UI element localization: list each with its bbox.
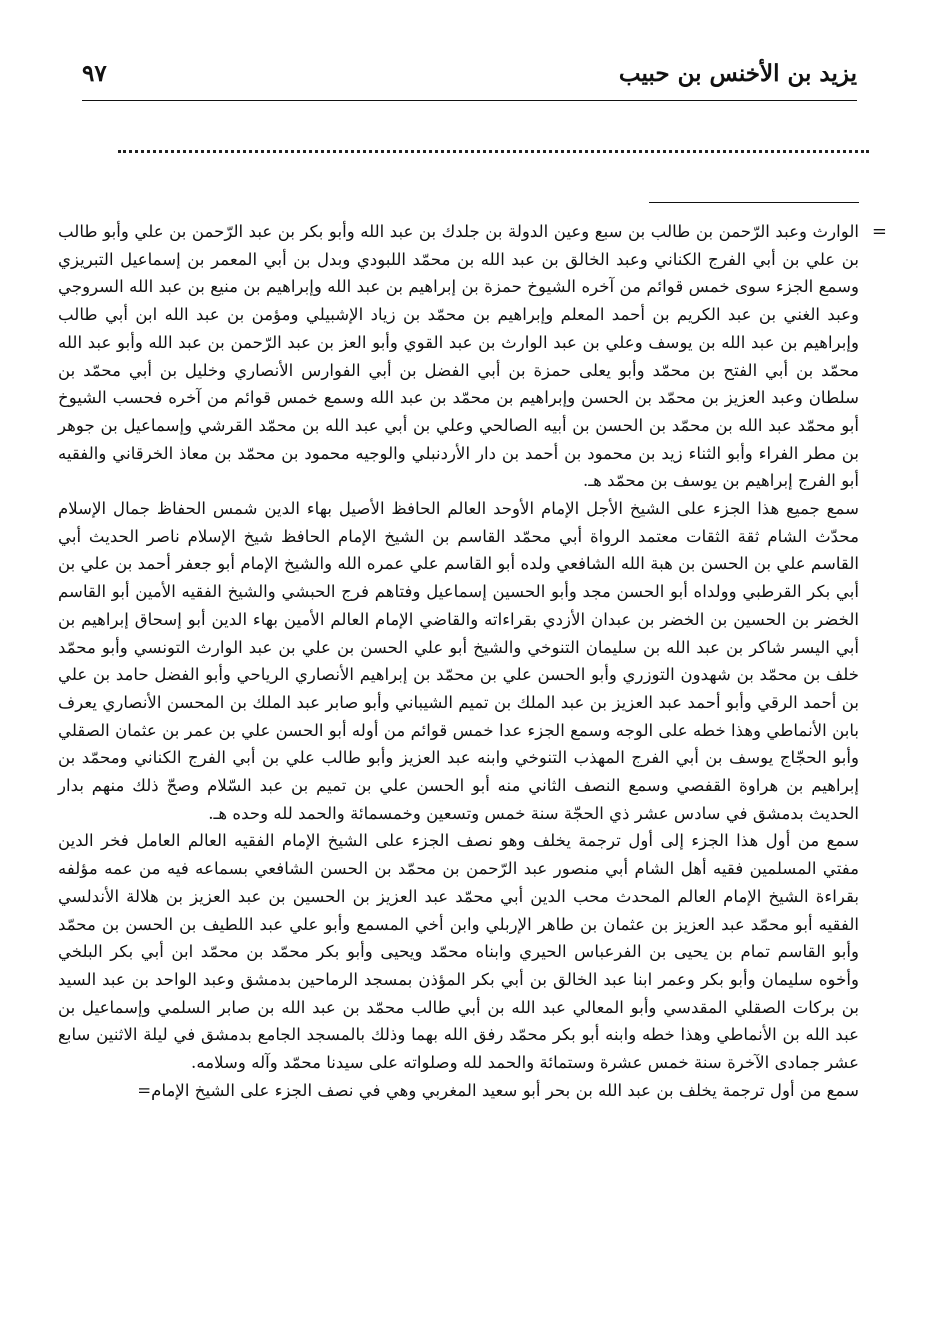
running-title: يزيد بن الأخنس بن حبيب: [618, 60, 857, 87]
footnote-paragraph-1: الوارث وعبد الرّحمن بن طالب بن سبع وعين الدولة بن جلدك بن عبد الله وأبو بكر بن عبد الرّحمن بن علي وأبو طالب بن علي بن أبي الفرج الكناني وعبد الخالق بن عبد الله بن محمّد اللبودي وبدل بن أبي المعمر بن إسماعيل التبريزي وسمع الجزء سوى خمس قوائم من آخره الشيوخ حمزة بن إبراهيم بن عبد الله وإبراهيم بن منيع بن عبد الله السروجي وعبد الغني بن عبد الكريم بن أحمد المعلم وإبراهيم بن محمّد بن زياد الإشبيلي ومؤمن بن عبد الله ابن أبي طالب وإبراهيم بن عبد الله بن يوسف وعلي بن عبد الوارث بن عبد القوي وأبو العز بن عبد الرّحمن بن عبد الله وأبو عبد الله محمّد بن أبي الفتح بن محمّد وأبو يعلى حمزة بن أبي الفضل بن أبي الفوارس الأنصاري وخليل بن أبي محمّد بن سلطان وعبد العزيز بن محمّد بن الحسن وإبراهيم بن محمّد بن عبد الله وسمع خمس قوائم من آخره فحسب الشيوخ أبو محمّد عبد الله بن محمّد بن الحسن بن أبيه الصالحي وعلي بن أبي عبد الله بن محمّد القرشي وإسماعيل بن جوهر بن مطر الفراء وأبو الثناء زيد بن محمود بن أحمد بن دار الأردنبلي والوجيه محمود بن محمّد بن معاذ الخرقاني والفقيه أبو الفرج إبراهيم بن يوسف بن محمّد هـ.: [58, 222, 859, 491]
continuation-marker: =: [871, 221, 887, 242]
page-number: ٩٧: [82, 60, 107, 87]
footnote-paragraph-2: سمع جميع هذا الجزء على الشيخ الأجل الإمام الأوحد العالم الحافظ الأصيل بهاء الدين شمس الحفاظ جمال الإسلام محدّث الشام ثقة الثقات معتمد الرواة أبي محمّد القاسم بن الشيخ الإمام الحافظ شيخ الإسلام ناصر الحديث أبي القاسم علي بن الحسن بن هبة الله الشافعي ولده أبو القاسم علي عمره الله والشيخ الإمام أبو جعفر أحمد بن علي بن أبي بكر القرطبي وولداه أبو الحسن مجد وأبو الحسين إسماعيل وفتاهم فرج الحبشي والشيخ الفقيه الأمين أبو القاسم الخضر بن الحسين بن الخضر بن عبدان الأزدي بقراءاته والقاضي الإمام العالم الأمين بهاء الدين أبو إسحاق إبراهيم بن أبي اليسر شاكر بن عبد الله بن سليمان التنوخي والشيخ أبو علي الحسن بن علي بن عبد الوارث التونسي وأبو محمّد خلف بن محمّد بن شهدون التوزري وأبو الحسن علي بن محمّد بن إبراهيم الأنصاري الرياحي وأبو الفضل حامد بن علي بن أحمد الرقي وأبو أحمد عبد العزيز بن عبد الملك بن تميم الشيباني وأبو صابر عبد الملك بن المحسن الأنصاري يعرف بابن الأنماطي وهذا خطه على الوجه وسمع الجزء عدا خمس قوائم من أوله أبو الحسن علي بن عمر بن عثمان الصقلي وأبو الحجّاج يوسف بن أبي الفرج المهذب التنوخي وابنه عبد العزيز وأبو طالب علي بن أبي الفرج الكناني ومحمّد بن إبراهيم بن هراوة القفصي وسمع النصف الثاني منه أبو الحسن علي بن تميم بن عبد السّلام وصحّ ذلك منهم بدار الحديث بدمشق في سادس عشر ذي الحجّة سنة خمس وتسعين وخمسمائة والحمد لله وحده هـ.: [58, 499, 859, 823]
running-header: [82, 58, 857, 100]
ellipsis-dots: [118, 150, 869, 159]
footnote-block: [58, 218, 887, 1268]
footnote-paragraph-3: سمع من أول هذا الجزء إلى أول ترجمة يخلف وهو نصف الجزء على الشيخ الإمام الفقيه العالم العامل فخر الدين مفتي المسلمين فقيه أهل الشام أبي منصور عبد الرّحمن بن محمّد بن الحسن الشافعي بسماعه فيه من عمه مؤلفه بقراءة الشيخ الإمام العالم المحدث محب الدين أبي محمّد عبد العزيز بن الحسين بن عبد العزيز بن هلالة الأندلسي الفقيه أبو محمّد عبد العزيز بن عثمان بن طاهر الإربلي وابن أخي المسمع وأبو علي عبد اللطيف بن الحسن بن محمّد وأبو القاسم تمام بن يحيى بن الفرعباس الحيري وابناه محمّد ويحيى وأبو بكر محمّد بن محمّد ابن أبي بكر البلخي وأخوه سليمان وأبو بكر وعمر ابنا عبد الخالق بن أبي بكر المؤذن بمسجد الرماحين بدمشق وعبد الواحد بن عبد السيد بن بركات الصقلي المقدسي وأبو المعالي عبد الله بن أبي طالب محمّد بن عبد الله بن صابر السلمي وإسماعيل بن عبد الله بن الأنماطي وهذا خطه وابنه أبو بكر محمّد رفق الله بهما وذلك بالمسجد الجامع بدمشق في ليلة الاثنين سابع عشر جمادى الآخرة سنة خمس عشرة وستمائة والحمد لله وصلواته على سيدنا محمّد وآله وسلامه.: [58, 831, 859, 1073]
footnote-paragraph-4: سمع من أول ترجمة يخلف بن عبد الله بن بحر أبو سعيد المغربي وهي في نصف الجزء على الشيخ الإمام=: [137, 1080, 859, 1100]
footnote-separator: [649, 202, 859, 203]
header-rule: [82, 100, 857, 101]
